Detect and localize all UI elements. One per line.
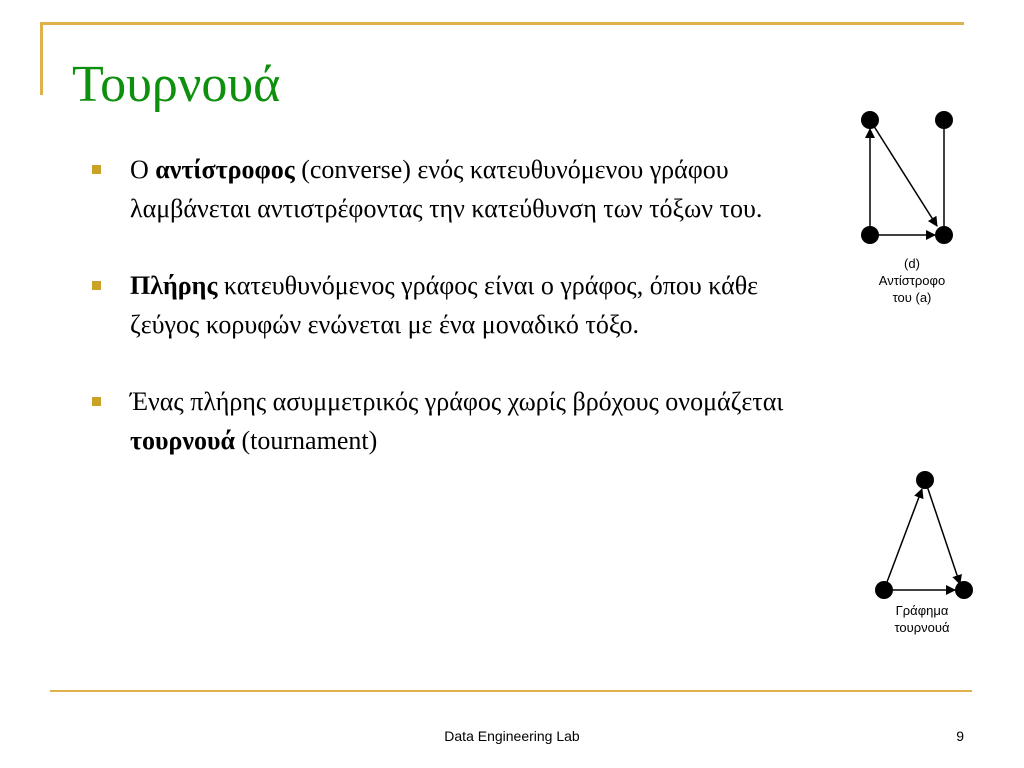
caption-line: (d) bbox=[904, 256, 920, 271]
bullet-square-icon bbox=[92, 397, 101, 406]
footer-lab-name: Data Engineering Lab bbox=[444, 728, 580, 744]
graph-node bbox=[935, 111, 953, 129]
graph-node bbox=[861, 226, 879, 244]
graph-node bbox=[875, 581, 893, 599]
footer-divider bbox=[50, 690, 972, 692]
page-number: 9 bbox=[956, 728, 964, 744]
graph-node bbox=[935, 226, 953, 244]
converse-graph-caption bbox=[852, 255, 972, 306]
graph-node bbox=[955, 581, 973, 599]
bullet-list bbox=[90, 150, 830, 460]
caption-line: Αντίστροφο bbox=[878, 273, 946, 288]
caption-line: τουρνουά bbox=[894, 620, 950, 635]
converse-graph-diagram bbox=[840, 100, 980, 250]
bullet-item-complete bbox=[90, 266, 830, 344]
bullet-text-post: κατευθυνόμενος γράφος είναι ο γράφος, όπου κάθε ζεύγος κορυφών ενώνεται με ένα μοναδικό τόξο. bbox=[130, 271, 759, 339]
bullet-text-pre: Ο bbox=[130, 155, 156, 184]
bullet-item-converse bbox=[90, 150, 830, 228]
tournament-graph-caption bbox=[862, 602, 982, 636]
graph-edge bbox=[925, 480, 960, 584]
graph-edge bbox=[884, 489, 922, 590]
graph-node bbox=[861, 111, 879, 129]
frame-left-line bbox=[40, 22, 43, 95]
bullet-text-bold: Πλήρης bbox=[130, 271, 218, 300]
bullet-item-tournament bbox=[90, 382, 830, 460]
tournament-graph-diagram bbox=[860, 460, 990, 610]
bullet-text-post: (converse) ενός κατευθυνόμενου γράφου λαμβάνεται αντιστρέφοντας την κατεύθυνση των τόξων του. bbox=[130, 155, 763, 223]
bullet-text-bold: αντίστροφος bbox=[155, 155, 295, 184]
frame-top-line bbox=[40, 22, 964, 25]
caption-line: του (a) bbox=[892, 290, 932, 305]
bullet-square-icon bbox=[92, 281, 101, 290]
caption-line: Γράφημα bbox=[895, 603, 949, 618]
graph-edge bbox=[870, 120, 937, 226]
bullet-text-bold: τουρνουά bbox=[130, 426, 236, 455]
graph-node bbox=[916, 471, 934, 489]
bullet-text-pre: Ένας πλήρης ασυμμετρικός γράφος χωρίς βρόχους ονομάζεται bbox=[130, 387, 784, 416]
bullet-text-post: (tournament) bbox=[235, 426, 378, 455]
slide-title: Τουρνουά bbox=[72, 56, 281, 113]
bullet-square-icon bbox=[92, 165, 101, 174]
